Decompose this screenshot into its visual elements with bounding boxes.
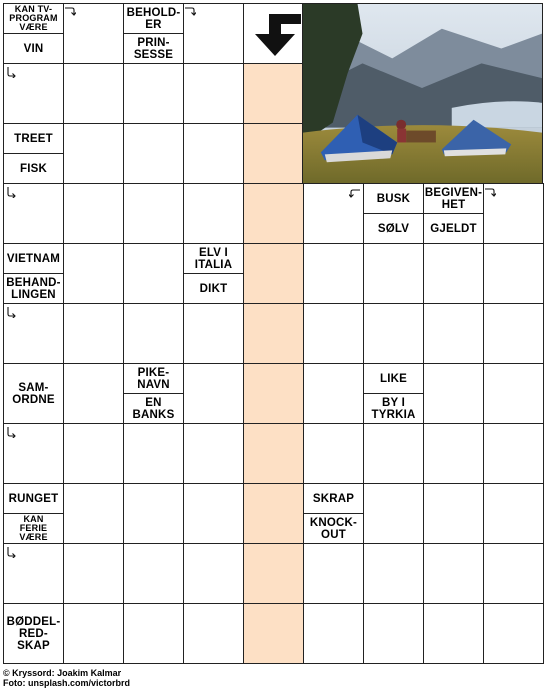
arrow-right-down-icon: [64, 5, 76, 17]
answer-cell[interactable]: [303, 423, 364, 484]
answer-cell[interactable]: [63, 243, 124, 304]
clue-divider: [123, 33, 184, 34]
clue-samordne: SAM- ORDNE: [4, 364, 63, 423]
answer-cell[interactable]: [363, 543, 424, 604]
solution-cell[interactable]: [243, 243, 304, 304]
clue-boddelredskap: BØDDEL- RED- SKAP: [4, 604, 63, 663]
answer-cell[interactable]: [123, 63, 184, 124]
solution-cell[interactable]: [243, 123, 304, 184]
answer-cell[interactable]: [63, 603, 124, 664]
answer-cell[interactable]: [123, 303, 184, 364]
answer-cell[interactable]: [183, 63, 244, 124]
answer-cell[interactable]: [123, 423, 184, 484]
answer-cell[interactable]: [63, 303, 124, 364]
clue-behandlingen: BEHAND- LINGEN: [4, 274, 63, 303]
credit-photo: Foto: unsplash.com/victorbrd: [3, 678, 131, 688]
credits: [3, 668, 130, 688]
solution-cell[interactable]: [243, 543, 304, 604]
clue-divider: [3, 513, 64, 514]
answer-cell[interactable]: [363, 423, 424, 484]
answer-cell[interactable]: [63, 543, 124, 604]
solution-cell[interactable]: [243, 363, 304, 424]
clue-solv: SØLV: [364, 214, 423, 243]
answer-cell[interactable]: [303, 303, 364, 364]
answer-cell[interactable]: [363, 303, 424, 364]
clue-begivenhet: BEGIVEN- HET: [424, 184, 483, 213]
answer-cell[interactable]: [303, 603, 364, 664]
solution-cell[interactable]: [243, 303, 304, 364]
camping-tents-photo-icon: [303, 4, 542, 183]
answer-cell[interactable]: [183, 123, 244, 184]
answer-cell[interactable]: [303, 363, 364, 424]
arrow-left-down-icon: [349, 187, 361, 199]
arrow-right-down-icon: [184, 5, 196, 17]
arrow-down-right-icon: [5, 66, 17, 78]
answer-cell[interactable]: [483, 303, 544, 364]
answer-cell[interactable]: [123, 183, 184, 244]
arrow-down-right-icon: [5, 426, 17, 438]
arrow-down-right-icon: [5, 306, 17, 318]
solution-cell[interactable]: [243, 183, 304, 244]
clue-divider: [363, 393, 424, 394]
clue-divider: [303, 513, 364, 514]
clue-gjeldt: GJELDT: [424, 214, 483, 243]
answer-cell[interactable]: [423, 483, 484, 544]
credit-crossword: © Kryssord: Joakim Kalmar: [3, 668, 122, 678]
arrow-down-right-icon: [5, 186, 17, 198]
answer-cell[interactable]: [63, 183, 124, 244]
clue-divider: [3, 273, 64, 274]
clue-prinsesse: PRIN- SESSE: [124, 34, 183, 63]
clue-kan-ferie-vaere: KAN FERIE VÆRE: [4, 514, 63, 543]
answer-cell[interactable]: [63, 423, 124, 484]
clue-beholder: BEHOLD- ER: [124, 4, 183, 33]
answer-cell[interactable]: [123, 543, 184, 604]
answer-cell[interactable]: [123, 483, 184, 544]
answer-cell[interactable]: [423, 303, 484, 364]
clue-knockout: KNOCK- OUT: [304, 514, 363, 543]
clue-by-i-tyrkia: BY I TYRKIA: [364, 394, 423, 423]
answer-cell[interactable]: [183, 363, 244, 424]
answer-cell[interactable]: [423, 423, 484, 484]
clue-divider: [363, 213, 424, 214]
answer-cell[interactable]: [183, 183, 244, 244]
clue-skrap: SKRAP: [304, 484, 363, 513]
clue-divider: [3, 33, 64, 34]
clue-divider: [423, 213, 484, 214]
clue-divider: [123, 393, 184, 394]
answer-cell[interactable]: [183, 543, 244, 604]
solution-cell[interactable]: [243, 483, 304, 544]
arrow-down-right-icon: [5, 546, 17, 558]
answer-cell[interactable]: [63, 483, 124, 544]
answer-cell[interactable]: [423, 363, 484, 424]
answer-cell[interactable]: [123, 603, 184, 664]
arrow-right-down-icon: [484, 186, 496, 198]
answer-cell[interactable]: [63, 123, 124, 184]
clue-divider: [183, 273, 244, 274]
answer-cell[interactable]: [483, 483, 544, 544]
answer-cell[interactable]: [183, 423, 244, 484]
solution-cell[interactable]: [243, 603, 304, 664]
answer-cell[interactable]: [183, 303, 244, 364]
answer-cell[interactable]: [303, 243, 364, 304]
answer-cell[interactable]: [483, 243, 544, 304]
clue-pikenavn: PIKE- NAVN: [124, 364, 183, 393]
answer-cell[interactable]: [303, 543, 364, 604]
answer-cell[interactable]: [183, 483, 244, 544]
answer-cell[interactable]: [483, 363, 544, 424]
clue-vin: VIN: [4, 34, 63, 63]
solution-cell[interactable]: [243, 63, 304, 124]
answer-cell[interactable]: [363, 483, 424, 544]
clue-kan-tv-program-vaere: KAN TV- PROGRAM VÆRE: [4, 4, 63, 33]
answer-cell[interactable]: [63, 363, 124, 424]
answer-cell[interactable]: [363, 603, 424, 664]
clue-en-banks: EN BANKS: [124, 394, 183, 423]
clue-divider: [3, 153, 64, 154]
clue-fisk: FISK: [4, 154, 63, 183]
answer-cell[interactable]: [483, 423, 544, 484]
clue-dikt: DIKT: [184, 274, 243, 303]
camping-photo: [302, 3, 543, 184]
clue-like: LIKE: [364, 364, 423, 393]
answer-cell[interactable]: [423, 243, 484, 304]
clue-runget: RUNGET: [4, 484, 63, 513]
answer-cell[interactable]: [183, 603, 244, 664]
answer-cell[interactable]: [483, 543, 544, 604]
clue-elv-i-italia: ELV I ITALIA: [184, 244, 243, 273]
answer-cell[interactable]: [123, 123, 184, 184]
clue-busk: BUSK: [364, 184, 423, 213]
clue-treet: TREET: [4, 124, 63, 153]
answer-cell[interactable]: [363, 243, 424, 304]
answer-cell[interactable]: [423, 543, 484, 604]
solution-cell[interactable]: [243, 423, 304, 484]
answer-cell[interactable]: [123, 243, 184, 304]
clue-vietnam: VIETNAM: [4, 244, 63, 273]
answer-cell[interactable]: [63, 63, 124, 124]
solution-arrow-icon: [249, 12, 303, 58]
answer-cell[interactable]: [423, 603, 484, 664]
answer-cell[interactable]: [483, 603, 544, 664]
